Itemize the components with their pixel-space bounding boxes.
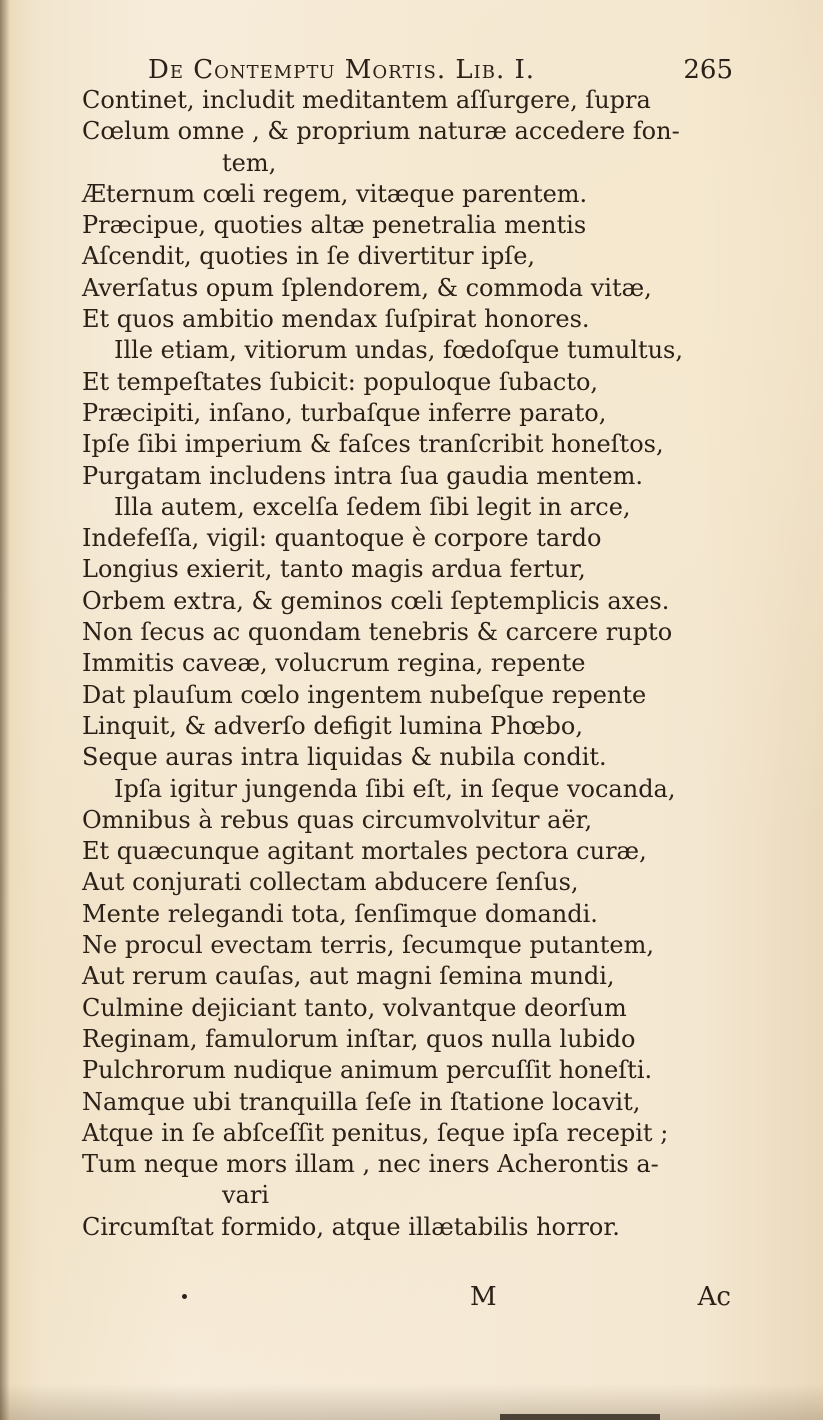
page-number: 265 <box>683 55 733 85</box>
text-line: Dat plauſum cœlo ingentem nubeſque repente <box>82 680 647 709</box>
text-line: tem, <box>222 148 277 177</box>
text-line: Ne procul evectam terris, ſecumque putantem, <box>82 931 654 960</box>
text-line: Immitis caveæ, volucrum regina, repente <box>82 649 586 678</box>
text-line: Purgatam includens intra ſua gaudia mentem. <box>82 461 643 490</box>
text-line: Aſcendit, quoties in ſe divertitur ipſe, <box>82 242 536 271</box>
catchword: Ac <box>697 1282 731 1312</box>
text-line: Aut rerum cauſas, aut magni ſemina mundi, <box>82 962 615 991</box>
text-line: Præcipue, quoties altæ penetralia mentis <box>82 211 587 240</box>
running-title: De Contemptu Mortis. Lib. I. <box>148 55 536 85</box>
text-line: Æternum cœli regem, vitæque parentem. <box>82 179 588 208</box>
text-line: Orbem extra, & geminos cœli ſeptemplicis axes. <box>82 586 670 615</box>
text-line: Culmine dejiciant tanto, volvantque deorſum <box>82 993 627 1022</box>
text-line: Continet, includit meditantem aſſurgere, ſupra <box>82 86 651 114</box>
text-line: Seque auras intra liquidas & nubila condit. <box>82 743 607 772</box>
text-line: Non ſecus ac quondam tenebris & carcere rupto <box>82 618 673 647</box>
text-line: Ipſa igitur jungenda ſibi eſt, in ſeque vocanda, <box>114 774 676 803</box>
text-line: Et quos ambitio mendax ſuſpirat honores. <box>82 305 590 334</box>
text-line: Pulchrorum nudique animum percuſſit honeſti. <box>82 1056 653 1085</box>
text-line: Atque in ſe abſceſſit penitus, ſeque ipſa recepit ; <box>82 1118 669 1147</box>
text-line: Ille etiam, vitiorum undas, fœdoſque tumultus, <box>114 336 683 365</box>
text-line: vari <box>222 1181 270 1210</box>
text-line: Longius exierit, tanto magis ardua fertur, <box>82 555 586 584</box>
bottom-edge-mark <box>500 1414 660 1420</box>
text-line: Namque ubi tranquilla ſeſe in ſtatione locavit, <box>82 1087 641 1116</box>
text-line: Averſatus opum ſplendorem, & commoda vitæ, <box>82 273 652 302</box>
poem-text <box>82 85 732 1243</box>
text-line: Et tempeſtates ſubicit: populoque ſubacto, <box>82 367 599 396</box>
page-bottom-shadow <box>0 1384 823 1420</box>
signature-mark: M <box>470 1282 497 1312</box>
text-line: Aut conjurati collectam abducere ſenſus, <box>82 868 579 897</box>
text-line: Et quæcunque agitant mortales pectora curæ, <box>82 837 647 866</box>
text-line: Linquit, & adverſo defigit lumina Phœbo, <box>82 711 583 740</box>
text-line: Præcipiti, inſano, turbaſque inferre parato, <box>82 398 607 427</box>
text-line: Omnibus à rebus quas circumvolvitur aër, <box>82 805 593 834</box>
text-line: Reginam, famulorum inſtar, quos nulla lubido <box>82 1024 636 1053</box>
printer-dot <box>182 1294 187 1299</box>
text-line: Cœlum omne , & proprium naturæ accedere fon- <box>82 117 680 146</box>
text-line: Ipſe ſibi imperium & faſces tranſcribit honeſtos, <box>82 430 664 459</box>
text-line: Illa autem, excelſa ſedem ſibi legit in arce, <box>114 492 631 521</box>
text-line: Indefeſſa, vigil: quantoque è corpore tardo <box>82 524 602 553</box>
text-line: Tum neque mors illam , nec iners Acherontis a- <box>82 1150 659 1179</box>
binding-shadow <box>0 0 10 1420</box>
text-line: Circumſtat formido, atque illætabilis horror. <box>82 1212 620 1241</box>
text-line: Mente relegandi tota, ſenſimque domandi. <box>82 899 598 928</box>
page-footer <box>0 1282 823 1322</box>
